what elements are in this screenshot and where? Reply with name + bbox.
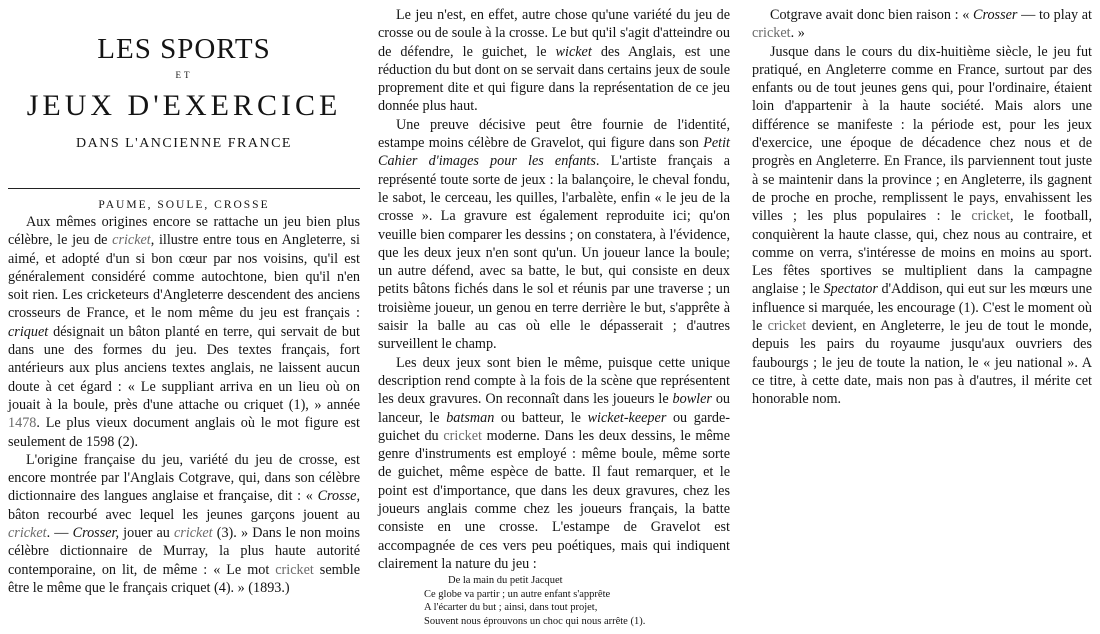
verse-line: Ce globe va partir ; un autre enfant s'apprête bbox=[424, 588, 611, 600]
text: des Anglais, est une réduction du but dont on se servait dans certains jeux de soule proprement dite et qui figure dans la représentation de ce jeu donnée plus haut. bbox=[378, 43, 731, 115]
italic-term: criquet bbox=[8, 323, 49, 340]
paragraph bbox=[752, 43, 1092, 409]
text: . » bbox=[790, 25, 805, 42]
paragraph bbox=[378, 6, 730, 116]
italic-term: wicket bbox=[555, 43, 592, 60]
paragraph bbox=[378, 116, 730, 354]
cricket-link[interactable]: cricket bbox=[767, 318, 807, 335]
paragraph bbox=[378, 354, 730, 574]
text: . — bbox=[46, 525, 73, 542]
cricket-link[interactable]: cricket bbox=[8, 525, 47, 542]
italic-term: Spectator bbox=[823, 281, 878, 298]
cricket-link[interactable]: cricket bbox=[752, 25, 791, 42]
verse-quote bbox=[424, 574, 730, 628]
text: Cotgrave avait donc bien raison : « bbox=[770, 7, 973, 23]
title-line-2: JEUX D'EXERCICE bbox=[26, 89, 342, 122]
text: devient, en Angleterre, le jeu de tout le monde, depuis les pairs du royaume jusqu'aux ouvriers des faubourgs ; le jeu de toute la nation, le « jeu national ». A ce titre, à cette date, mais non pas à d'autres, il mérite cet honorable nom. bbox=[752, 318, 1092, 408]
italic-term: Crosse, bbox=[317, 488, 360, 505]
column-right bbox=[752, 6, 1092, 409]
cricket-link[interactable]: cricket bbox=[275, 561, 314, 578]
cricket-link[interactable]: cricket bbox=[971, 208, 1010, 225]
paragraph bbox=[8, 451, 360, 597]
text: Une preuve décisive peut être fournie de l'identité, estampe moins célèbre de Gravelot, qui figure dans son bbox=[378, 116, 730, 152]
paragraph bbox=[752, 6, 1092, 43]
text: . L'artiste français a représenté toute sorte de jeux : la balançoire, le cheval fondu, le sabot, le cerceau, les quilles, l'arbalète, enfin « le jeu de la crosse ». La gravure est également reproduite ici; qu'on veuille bien comparer les dessins ; on constatera, à l'évidence, que les deux jeux n'en sont qu'un. Un joueur lance la boule; un autre défend, avec sa batte, le but, qui consiste en deux petits bâtons fichés dans le sol et réunis par une traverse ; un troisième joueur, un genou en terre derrière le but, s'apprête à saisir la balle au cas où elle le dépasserait ; d'autres surveillent le champ. bbox=[378, 153, 730, 353]
text: Jusque dans le cours du dix-huitième siècle, le jeu fut pratiqué, en Angleterre comme en France, surtout par des enfants ou de tout jeunes gens qui, pour l'ordinaire, étaient loin d'appartenir à la haute société. Mais alors une différence se manifeste : la période est, pour les jeux d'exercice, une époque de décadence chez nous et de progrès en Angleterre. En France, ils parviennent tout juste à se maintenir dans la province ; en Angleterre, ils gagnent de proche en proche, remplissent le pays, envahissent les villes ; les plus populaires : le bbox=[752, 43, 1092, 225]
text: Le jeu n'est, en effet, autre chose qu'une variété du jeu de crosse ou de soule à la crosse. Le but qu'il s'agit d'atteindre ou de défendre, le guichet, le bbox=[378, 7, 730, 60]
text: ou garde-guichet du bbox=[378, 409, 731, 444]
text: ou lanceur, le bbox=[378, 391, 731, 426]
column-middle bbox=[378, 6, 730, 628]
column-left bbox=[8, 0, 360, 597]
verse-line: A l'écarter du but ; ainsi, dans tout projet, bbox=[424, 602, 598, 614]
text: semble être le même que le français criquet (4). » (1893.) bbox=[8, 561, 360, 596]
text: désignait un bâton planté en terre, qui servait de but dans une des formes du jeu. Des textes français, fort antérieurs aux plus anciens textes anglais, ne laissent aucun doute à cet égard : « Le suppliant arriva en un lieu où on jouait à la boule, près d'une attache ou criquet (1), » année bbox=[8, 323, 360, 413]
text: (3). » Dans le non moins célèbre dictionnaire de Murray, la plus haute autorité contemporaine, on lit, de même : « Le mot bbox=[8, 525, 361, 578]
text: jouer au bbox=[119, 525, 174, 542]
text: bâton recourbé avec lequel les jeunes garçons jouent au bbox=[8, 506, 360, 523]
italic-term: Crosser, bbox=[72, 525, 120, 542]
text: Aux mêmes origines encore se rattache un jeu bien plus célèbre, le jeu de bbox=[8, 214, 360, 249]
cricket-link[interactable]: cricket bbox=[174, 525, 213, 542]
text: moderne. Dans les deux dessins, le même genre d'instruments est employé : même boule, même sorte de guichet, même espèce de batte. Il faut remarquer, et le point est d'importance, que dans les deux gravures, chez les joueurs anglais comme chez les joueurs français, la batte consiste en une crosse. L'estampe de Gravelot est accompagnée de ces vers peu poétiques, mais qui indiquent clairement la nature du jeu : bbox=[378, 427, 730, 572]
text: , illustre entre tous en Angleterre, si aimé, et adopté d'un si bon cœur par nos voisins, qu'il est généralement considéré comme autochtone, bien qu'il n'en soit rien. Les cricketeurs d'Angleterre descendent des anciens crosseurs de France, et le nom même du jeu est français : bbox=[8, 232, 360, 322]
text: L'origine française du jeu, variété du jeu de crosse, est encore montrée par l'Anglais Cotgrave, qui, dans son célèbre dictionnaire des langues anglaise et française, dit : « bbox=[8, 451, 360, 505]
text: , le football, conquièrent la haute classe, qui, chez nous au contraire, et comme on verra, s'intéresse de moins en moins au sport. Les fêtes sportives se multiplient dans la campagne anglaise ; le bbox=[752, 208, 1092, 298]
paragraph bbox=[8, 213, 360, 451]
text: ou batteur, le bbox=[494, 409, 588, 426]
text: d'Addison, qui eut sur les mœurs une influence si marquée, les encourage (1). C'est le moment où le bbox=[752, 281, 1092, 335]
year-link[interactable]: 1478 bbox=[8, 415, 37, 432]
book-title-italic: Petit Cahier d'images pour les enfants bbox=[378, 135, 730, 170]
book-title bbox=[8, 32, 360, 154]
title-subtitle: DANS L'ANCIENNE FRANCE bbox=[76, 136, 292, 151]
italic-term: bowler bbox=[672, 391, 712, 408]
verse-line: Souvent nous éprouvons un choc qui nous arrête (1). bbox=[424, 615, 646, 627]
text: Les deux jeux sont bien le même, puisque cette unique description rend compte à la fois de la scène que représentent les deux gravures. On reconnaît dans les joueurs le bbox=[378, 354, 730, 408]
cricket-link[interactable]: cricket bbox=[443, 427, 482, 444]
section-title: PAUME, SOULE, CROSSE bbox=[98, 199, 270, 211]
title-line-1: LES SPORTS bbox=[97, 33, 271, 65]
title-et: ET bbox=[175, 70, 193, 80]
title-divider bbox=[8, 188, 360, 189]
cricket-link[interactable]: cricket bbox=[112, 232, 151, 249]
italic-term: batsman bbox=[446, 409, 495, 426]
text: — to play at bbox=[1017, 7, 1092, 23]
verse-line: De la main du petit Jacquet bbox=[448, 575, 563, 587]
italic-term: Crosser bbox=[973, 7, 1018, 23]
italic-term: wicket-keeper bbox=[587, 409, 667, 426]
text: . Le plus vieux document anglais où le mot figure est seulement de 1598 (2). bbox=[8, 415, 360, 450]
